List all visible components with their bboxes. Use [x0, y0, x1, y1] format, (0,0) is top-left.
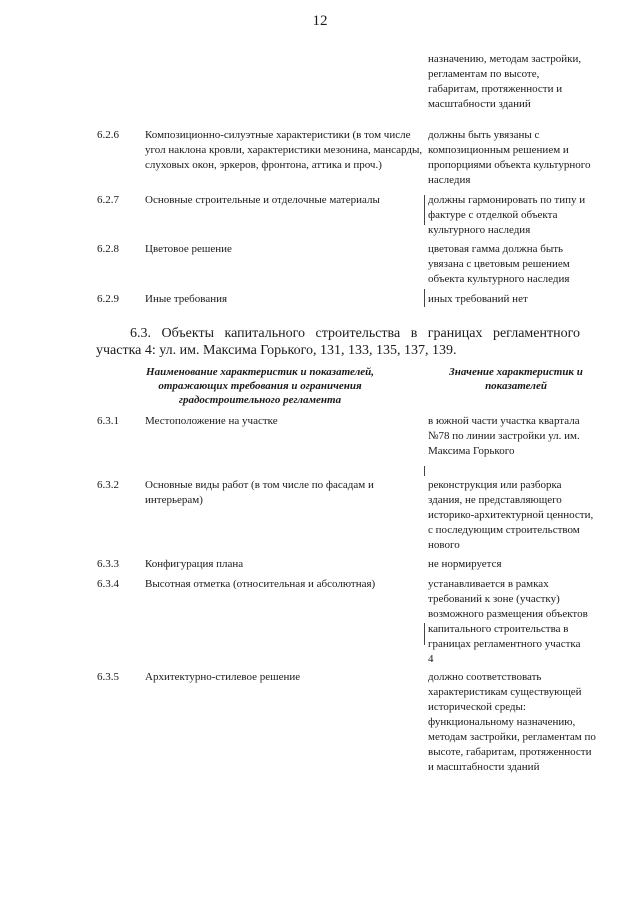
row-value: должны гармонировать по типу и фактуре с отделкой объекта культурного наследия	[428, 194, 586, 236]
section-heading-line1: 6.3. Объекты капитального строительства в границах регламентного	[130, 326, 580, 341]
row-number: 6.3.2	[97, 479, 119, 491]
row-name: Конфигурация плана	[145, 558, 244, 570]
row-value: должно соответствовать характеристикам существующей исторической среды: функциональному назначению, методам застройки, регламентам по высоте, габаритам, протяженности и масштабности зданий	[428, 671, 596, 773]
row-number: 6.3.3	[97, 558, 119, 570]
row-value: иных требований нет	[428, 293, 528, 305]
row-name: Высотная отметка (относительная и абсолютная)	[145, 578, 376, 590]
row-number: 6.2.9	[97, 293, 119, 305]
column-header-value: Значение характеристик и показателей	[449, 366, 583, 392]
row-value: должны быть увязаны с композиционным решением и пропорциями объекта культурного наследия	[428, 129, 591, 186]
row-value: в южной части участка квартала №78 по линии застройки ул. им. Максима Горького	[428, 415, 580, 457]
page-number: 12	[312, 13, 328, 29]
row-value: устанавливается в рамках требований к зоне (участку) возможного размещения объектов капитального строительства в границах регламентного участка 4	[428, 578, 588, 665]
row-value: цветовая гамма должна быть увязана с цветовым решением объекта культурного наследия	[428, 243, 570, 285]
column-header-name: Наименование характеристик и показателей, отражающих требования и ограничения градостроительного регламента	[146, 366, 374, 406]
continued-value-cell: назначению, методам застройки, регламентам по высоте, габаритам, протяженности и масштабности зданий	[428, 53, 582, 110]
section-heading-line2: участка 4: ул. им. Максима Горького, 131, 133, 135, 137, 139.	[96, 343, 457, 358]
row-number: 6.3.4	[97, 578, 119, 590]
column-divider	[424, 466, 425, 476]
row-name: Композиционно-силуэтные характеристики (в том числе угол наклона кровли, характеристики мезонина, мансарды, слуховых окон, эркеров, фронтона, аттика и проч.)	[145, 129, 423, 171]
column-divider	[424, 623, 425, 645]
row-number: 6.2.8	[97, 243, 119, 255]
row-name: Основные строительные и отделочные материалы	[145, 194, 380, 206]
row-value: не нормируется	[428, 558, 502, 570]
row-number: 6.2.6	[97, 129, 119, 141]
column-divider	[424, 195, 425, 225]
row-name: Иные требования	[145, 293, 228, 305]
row-number: 6.2.7	[97, 194, 119, 206]
row-name: Цветовое решение	[145, 243, 232, 255]
column-divider	[424, 289, 425, 307]
row-number: 6.3.1	[97, 415, 119, 427]
row-name: Местоположение на участке	[145, 415, 278, 427]
row-number: 6.3.5	[97, 671, 119, 683]
row-name: Основные виды работ (в том числе по фасадам и интерьерам)	[145, 479, 374, 506]
row-value: реконструкция или разборка здания, не представляющего историко-архитектурной ценности, с последующим строительством нового	[428, 479, 594, 551]
row-name: Архитектурно-стилевое решение	[145, 671, 301, 683]
section-heading	[96, 325, 580, 359]
